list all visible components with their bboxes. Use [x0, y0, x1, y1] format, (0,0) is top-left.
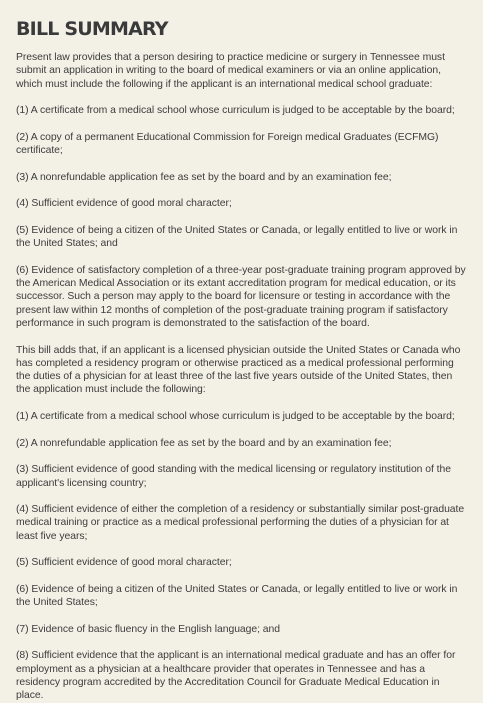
paragraph-bill-intro: This bill adds that, if an applicant is a licensed physician outside the United States or Canada who has completed a residency program or otherwise practiced as a medical professional performing the duties of a physician for at least three of the last five years outside of the United States, then the application must include the following: [16, 344, 461, 396]
paragraph-present-6: (6) Evidence of satisfactory completion of a three-year post-graduate training program approved by the American Medical Association or its extant accreditation program for medical education, or its successor. Such a person may apply to the board for licensure or testing in accordance with the present law within 12 months of completion of the post-graduate training program if satisfactory performance in such program is demonstrated to the satisfaction of the board. [16, 264, 466, 329]
paragraph-bill-1: (1) A certificate from a medical school whose curriculum is judged to be acceptable by the board; [16, 411, 455, 423]
paragraph-bill-8: (8) Sufficient evidence that the applicant is an international medical graduate and has an offer for employment as a physician at a healthcare provider that operates in Tennessee and has a residency program accredited by the Accreditation Council for Graduate Medical Education in place. [16, 650, 456, 702]
paragraph-present-3: (3) A nonrefundable application fee as set by the board and by an examination fee; [16, 171, 392, 183]
paragraph-bill-2: (2) A nonrefundable application fee as set by the board and by an examination fee; [16, 437, 392, 449]
page-title: BILL SUMMARY [16, 18, 168, 40]
paragraph-bill-7: (7) Evidence of basic fluency in the English language; and [16, 623, 280, 635]
paragraph-present-4: (4) Sufficient evidence of good moral character; [16, 198, 232, 210]
paragraph-present-2: (2) A copy of a permanent Educational Commission for Foreign medical Graduates (ECFMG) certificate; [16, 131, 439, 157]
paragraph-bill-6: (6) Evidence of being a citizen of the United States or Canada, or legally entitled to live or work in the United States; [16, 583, 458, 609]
paragraph-bill-3: (3) Sufficient evidence of good standing with the medical licensing or regulatory institution of the applicant's licensing country; [16, 464, 451, 489]
paragraph-present-5: (5) Evidence of being a citizen of the United States or Canada, or legally entitled to live or work in the United States; and [16, 224, 458, 250]
paragraph-bill-4: (4) Sufficient evidence of either the completion of a residency or substantially similar post-graduate medical training or practice as a medical professional performing the duties of a physician for at least five years; [16, 504, 465, 542]
paragraph-bill-5: (5) Sufficient evidence of good moral character; [16, 557, 232, 569]
paragraph-present-1: (1) A certificate from a medical school whose curriculum is judged to be acceptable by the board; [16, 105, 455, 117]
paragraph-intro: Present law provides that a person desiring to practice medicine or surgery in Tennessee must submit an application in writing to the board of medical examiners or via an online application, which must include the following if the applicant is an international medical school graduate: [16, 52, 445, 90]
